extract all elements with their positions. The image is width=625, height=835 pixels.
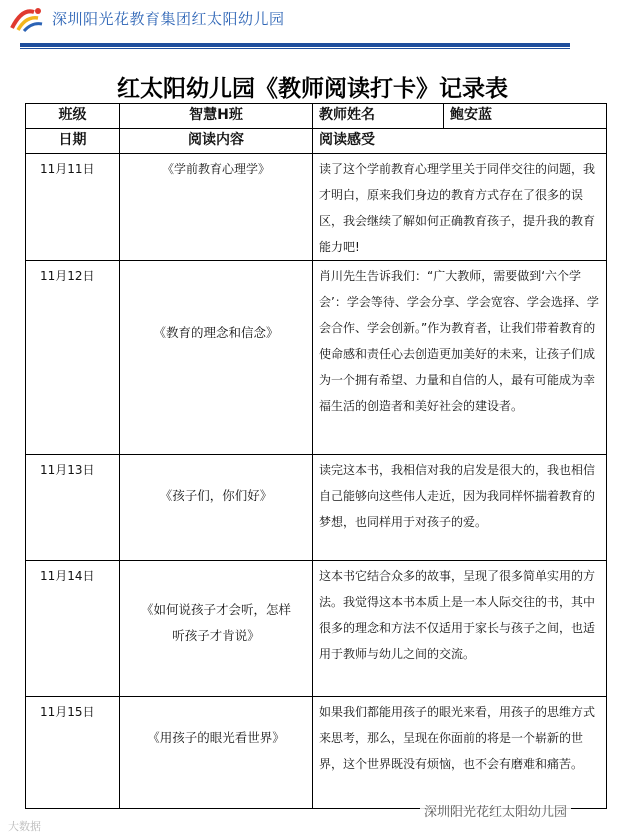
entry-date: 11月14日 — [40, 569, 95, 583]
entry-reflection: 肖川先生告诉我们：“广大教师，需要做到‘六个学会’：学会等待、学会分享、学会宽容、学会选择、学会合作、学会创新。”作为教育者，让我们带着教育的使命感和责任心去创造更加美好的未来，让孩子们成为一个拥有希望、力量和自信的人，最有可能成为幸福生活的创造者和美好社会的建设者。 — [319, 269, 599, 413]
reading-record-table — [25, 103, 607, 809]
entry-book: 《如何说孩子才会听，怎样听孩子才肯说》 — [140, 602, 291, 643]
entry-book: 《教育的理念和信念》 — [153, 325, 279, 340]
column-header-row — [26, 129, 607, 154]
class-label: 班级 — [26, 104, 120, 129]
column-header-reflection: 阅读感受 — [313, 129, 607, 154]
document-title: 红太阳幼儿园《教师阅读打卡》记录表 — [117, 75, 508, 102]
table-row — [26, 154, 607, 261]
header-divider-thin — [20, 48, 570, 49]
entry-date: 11月13日 — [40, 463, 95, 477]
column-header-date: 日期 — [26, 129, 120, 154]
column-header-content: 阅读内容 — [120, 129, 313, 154]
org-name: 深圳阳光花教育集团红太阳幼儿园 — [52, 10, 285, 28]
sun-flower-logo-icon — [8, 4, 52, 32]
table-row — [26, 697, 607, 809]
entry-date: 11月15日 — [40, 705, 95, 719]
entry-reflection: 读了这个学前教育心理学里关于同伴交往的问题，我才明白，原来我们身边的教育方式存在了很多的误区，我会继续了解如何正确教育孩子，提升我的教育能力吧! — [319, 162, 596, 254]
entry-reflection: 这本书它结合众多的故事，呈现了很多简单实用的方法。我觉得这本书本质上是一本人际交往的书，其中很多的理念和方法不仅适用于家长与孩子之间，也适用于教师与幼儿之间的交流。 — [319, 569, 596, 661]
table-row — [26, 455, 607, 561]
info-row — [26, 104, 607, 129]
entry-book: 《用孩子的眼光看世界》 — [147, 730, 285, 745]
watermark-left: 大数据 — [8, 820, 41, 833]
entry-reflection: 如果我们都能用孩子的眼光来看，用孩子的思维方式来思考，那么，呈现在你面前的将是一个崭新的世界，这个世界既没有烦恼，也不会有磨难和痛苦。 — [319, 705, 596, 771]
watermark-right: 深圳阳光花红太阳幼儿园 — [420, 799, 571, 822]
entry-book: 《孩子们，你们好》 — [159, 488, 273, 503]
entry-date: 11月11日 — [40, 162, 95, 176]
teacher-value: 鲍安蓝 — [444, 104, 607, 129]
teacher-label: 教师姓名 — [313, 104, 444, 129]
page-header — [0, 0, 625, 34]
table-row — [26, 561, 607, 697]
table-row — [26, 261, 607, 455]
header-divider — [20, 43, 570, 47]
entry-reflection: 读完这本书，我相信对我的启发是很大的，我也相信自己能够向这些伟人走近，因为我同样怀揣着教育的梦想，也同样用于对孩子的爱。 — [319, 463, 596, 529]
entry-book: 《学前教育心理学》 — [161, 162, 270, 176]
entry-date: 11月12日 — [40, 269, 95, 283]
class-value: 智慧H班 — [120, 104, 313, 129]
